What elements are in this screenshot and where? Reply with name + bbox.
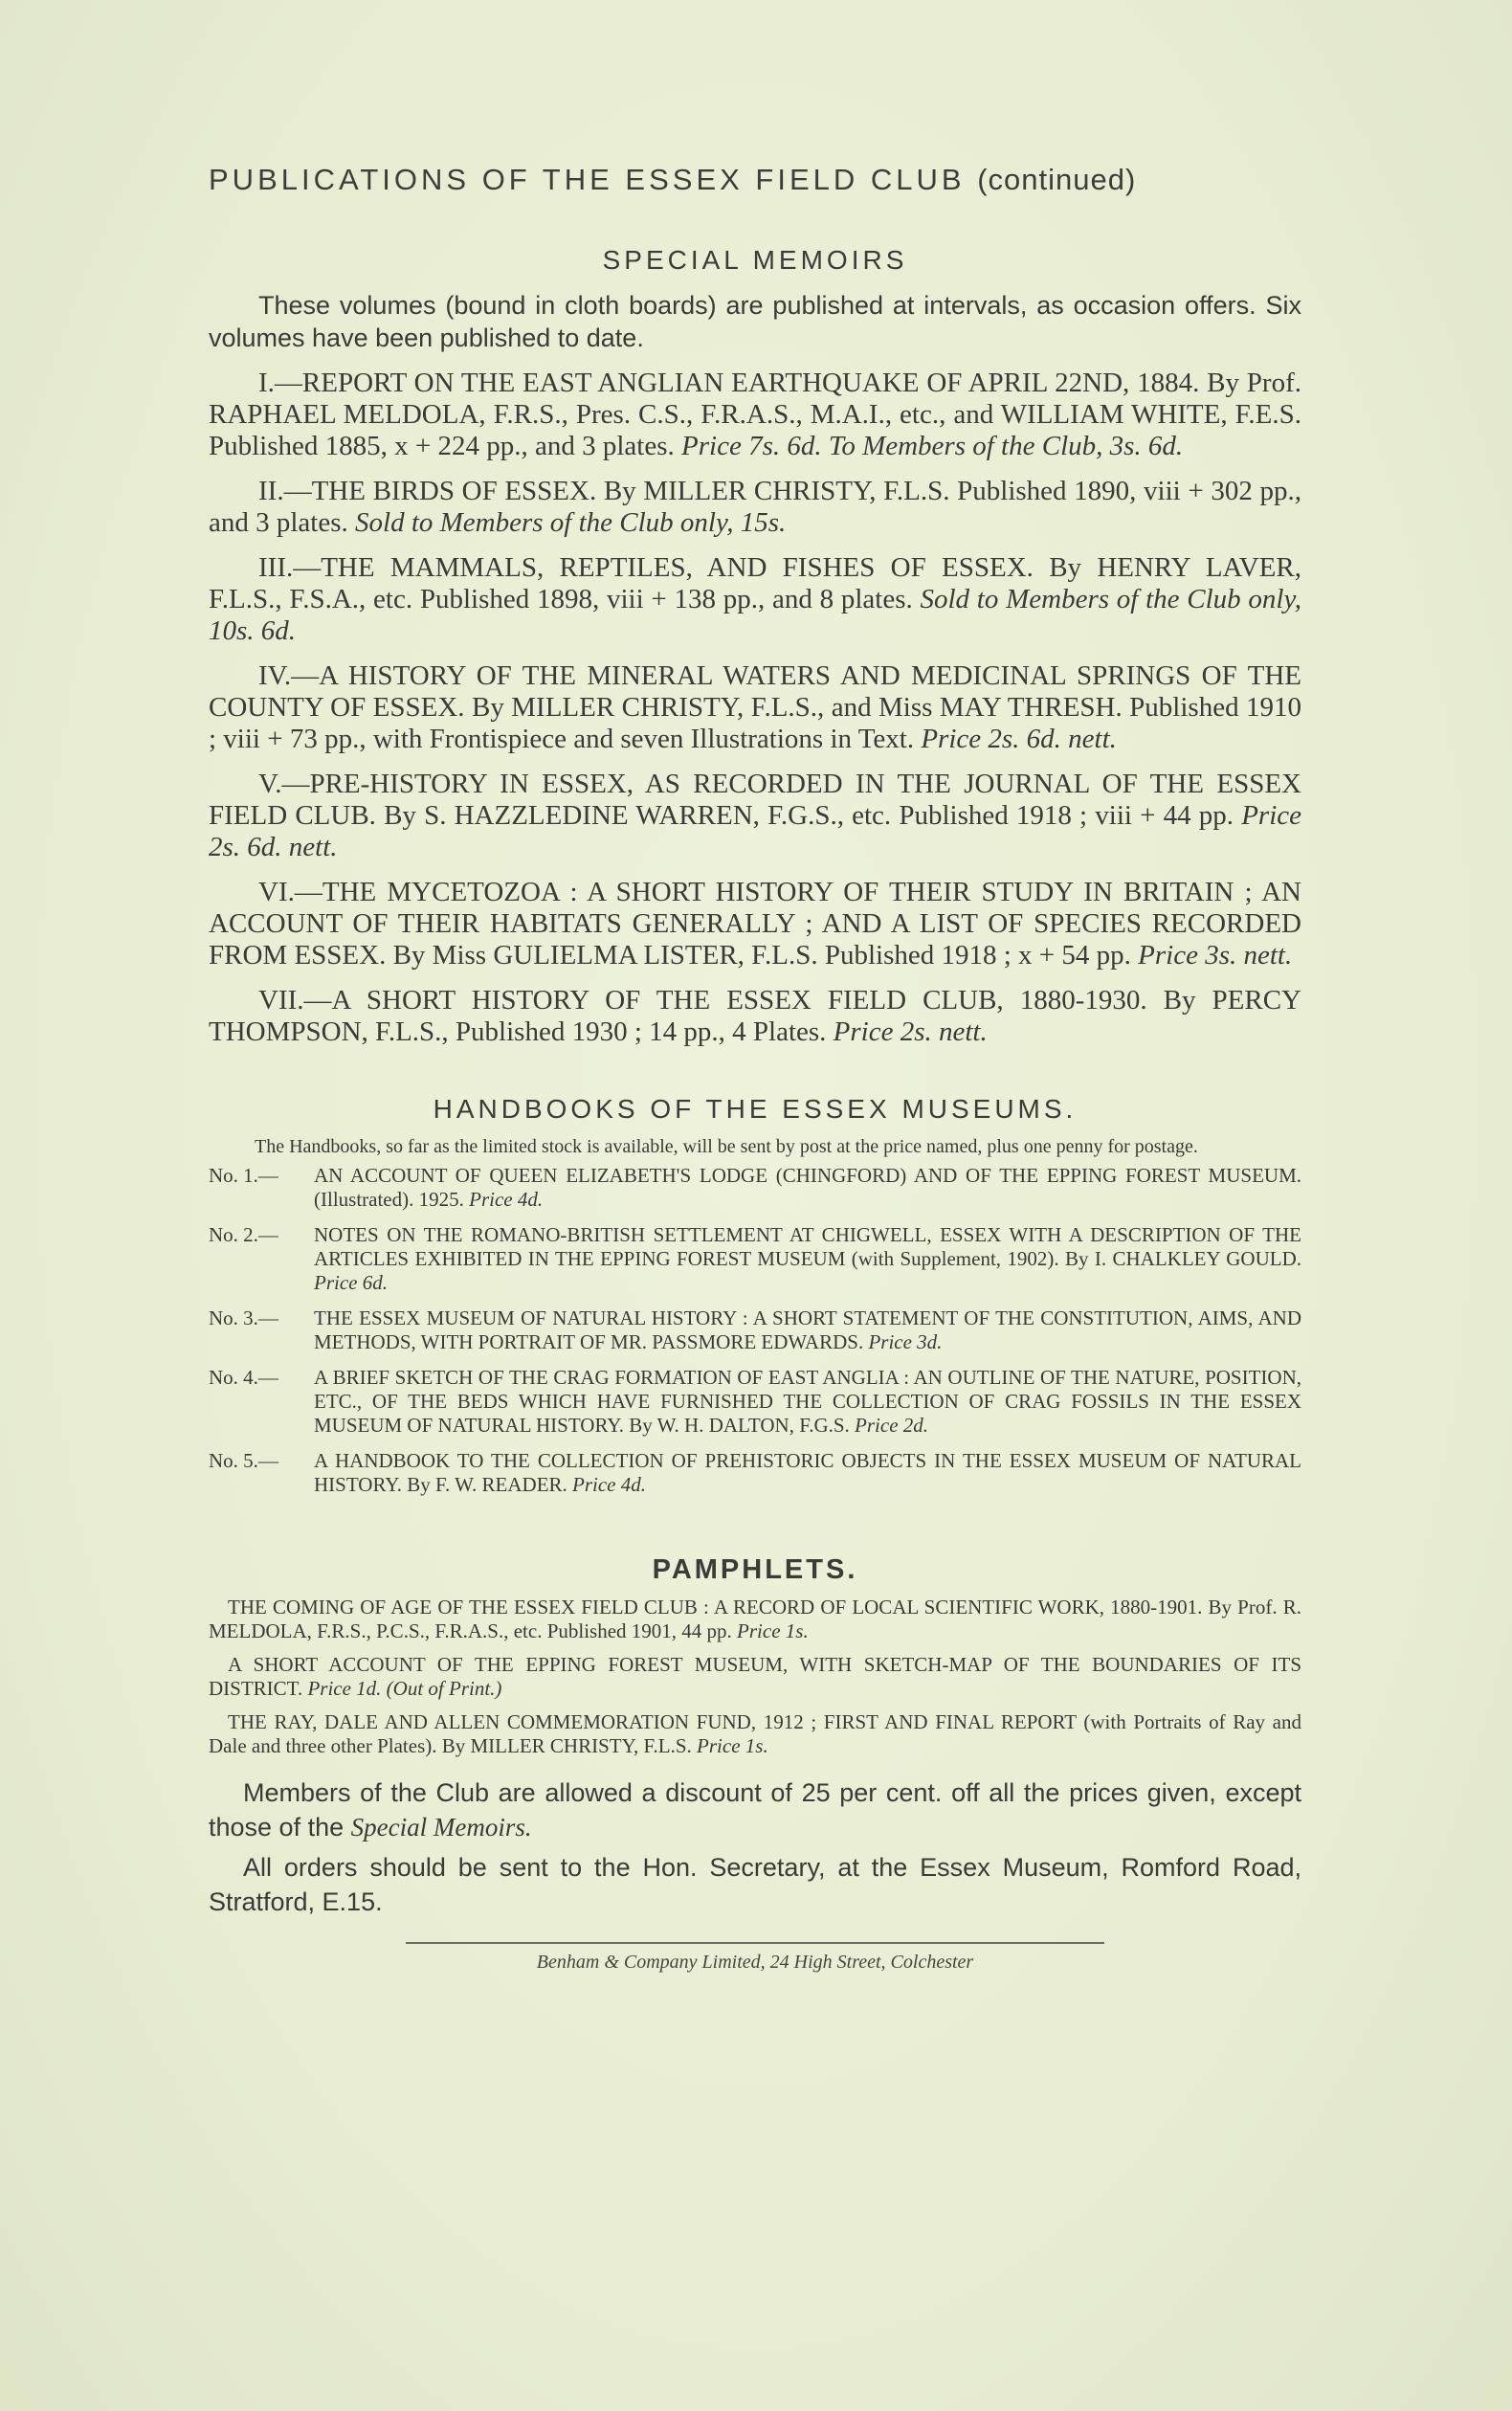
pamphlet-price: Price 1s. <box>697 1734 768 1757</box>
content-column <box>209 163 1301 1974</box>
pamphlet-price: Price 1s. <box>737 1619 809 1642</box>
header-continued: (continued) <box>977 163 1137 196</box>
memoir-price: Sold to Members of the Club only, 10s. 6d. <box>209 584 1301 646</box>
memoir-text: V.—PRE-HISTORY IN ESSEX, AS RECORDED IN THE JOURNAL OF THE ESSEX FIELD CLUB. By S. HAZZLEDINE WARREN, F.G.S., etc. Published 1918 ; viii + 44 pp. <box>209 769 1301 831</box>
memoir-price: Price 3s. nett. <box>1138 940 1293 971</box>
handbook-text: AN ACCOUNT OF QUEEN ELIZABETH'S LODGE (CHINGFORD) AND OF THE EPPING FOREST MUSEUM. (Illustrated). 1925. <box>314 1164 1301 1211</box>
handbook-text: A HANDBOOK TO THE COLLECTION OF PREHISTORIC OBJECTS IN THE ESSEX MUSEUM OF NATURAL HISTORY. By F. W. READER. <box>314 1449 1301 1496</box>
handbook-price: Price 4d. <box>572 1473 647 1496</box>
memoir-text: IV.—A HISTORY OF THE MINERAL WATERS AND MEDICINAL SPRINGS OF THE COUNTY OF ESSEX. By MILLER CHRISTY, F.L.S., and Miss MAY THRESH. Published 1910 ; viii + 73 pp., with Frontispiece and seven Illustrations in Text. <box>209 660 1301 754</box>
memoir-price: Price 7s. 6d. To Members of the Club, 3s. 6d. <box>681 431 1184 461</box>
pamphlets-title: PAMPHLETS. <box>652 1554 858 1585</box>
memoir-text: II.—THE BIRDS OF ESSEX. By MILLER CHRISTY, F.L.S. Published 1890, viii + 302 pp., and 3 plates. <box>209 476 1301 538</box>
special-memoirs-title: SPECIAL MEMOIRS <box>602 245 908 275</box>
handbook-entry-5 <box>209 1449 1301 1497</box>
header-title: PUBLICATIONS OF THE ESSEX FIELD CLUB <box>209 163 966 196</box>
memoir-price: Sold to Members of the Club only, 15s. <box>355 507 787 538</box>
pamphlet-entry-2 <box>209 1653 1301 1701</box>
handbook-entry-4 <box>209 1366 1301 1438</box>
memoir-price: Price 2s. nett. <box>833 1016 988 1047</box>
handbook-price: Price 2d. <box>855 1414 929 1437</box>
handbook-entry-3 <box>209 1306 1301 1354</box>
pamphlet-text: THE RAY, DALE AND ALLEN COMMEMORATION FUND, 1912 ; FIRST AND FINAL REPORT (with Portraits of Ray and Dale and three other Plates). By MILLER CHRISTY, F.L.S. <box>209 1710 1301 1757</box>
memoir-entry-6 <box>209 877 1301 971</box>
memoir-text: III.—THE MAMMALS, REPTILES, AND FISHES OF ESSEX. By HENRY LAVER, F.L.S., F.S.A., etc. Published 1898, viii + 138 pp., and 8 plates. <box>209 552 1301 614</box>
memoir-entry-2 <box>209 476 1301 539</box>
handbook-price: Price 4d. <box>469 1188 544 1211</box>
handbook-number: No. 3.— <box>209 1306 278 1329</box>
memoir-price: Price 2s. 6d. nett. <box>921 724 1117 754</box>
pamphlet-text: THE COMING OF AGE OF THE ESSEX FIELD CLUB : A RECORD OF LOCAL SCIENTIFIC WORK, 1880-1901. By Prof. R. MELDOLA, F.R.S., P.C.S., F.R.A.S., etc. Published 1901, 44 pp. <box>209 1596 1301 1642</box>
handbook-number: No. 4.— <box>209 1366 278 1389</box>
handbook-price: Price 3d. <box>868 1330 943 1353</box>
memoir-entry-4 <box>209 660 1301 755</box>
pamphlet-entry-3 <box>209 1710 1301 1758</box>
handbook-price: Price 6d. <box>314 1271 388 1294</box>
special-memoirs-intro: These volumes (bound in cloth boards) are published at intervals, as occasion offers. Six volumes have been published to date. <box>209 291 1301 352</box>
handbook-number: No. 2.— <box>209 1223 278 1246</box>
handbook-entry-1 <box>209 1164 1301 1212</box>
handbook-number: No. 5.— <box>209 1449 278 1472</box>
pamphlet-entry-1 <box>209 1596 1301 1643</box>
discount-italic: Special Memoirs. <box>350 1813 532 1842</box>
memoir-entry-3 <box>209 552 1301 647</box>
handbook-text: NOTES ON THE ROMANO-BRITISH SETTLEMENT AT CHIGWELL, ESSEX WITH A DESCRIPTION OF THE ARTICLES EXHIBITED IN THE EPPING FOREST MUSEUM (with Supplement, 1902). By I. CHALKLEY GOULD. <box>314 1223 1301 1270</box>
printer-imprint: Benham & Company Limited, 24 High Street, Colchester <box>536 1952 974 1973</box>
handbook-number: No. 1.— <box>209 1164 278 1187</box>
memoir-entry-1 <box>209 368 1301 462</box>
page-header <box>209 163 1301 197</box>
discount-note <box>209 1775 1301 1844</box>
footer-rule <box>406 1942 1104 1944</box>
memoir-entry-5 <box>209 769 1301 863</box>
pamphlet-text: A SHORT ACCOUNT OF THE EPPING FOREST MUSEUM, WITH SKETCH-MAP OF THE BOUNDARIES OF ITS DISTRICT. <box>209 1653 1301 1700</box>
memoir-text: VI.—THE MYCETOZOA : A SHORT HISTORY OF THEIR STUDY IN BRITAIN ; AN ACCOUNT OF THEIR HABITATS GENERALLY ; AND A LIST OF SPECIES RECORDED FROM ESSEX. By Miss GULIELMA LISTER, F.L.S. Published 1918 ; x + 54 pp. <box>209 877 1301 971</box>
orders-note: All orders should be sent to the Hon. Secretary, at the Essex Museum, Romford Road, Stratford, E.15. <box>209 1853 1301 1916</box>
discount-text: Members of the Club are allowed a discount of 25 per cent. off all the prices given, except those of the <box>209 1778 1301 1842</box>
memoir-text: VII.—A SHORT HISTORY OF THE ESSEX FIELD CLUB, 1880-1930. By PERCY THOMPSON, F.L.S., Published 1930 ; 14 pp., 4 Plates. <box>209 985 1301 1047</box>
handbooks-title: HANDBOOKS OF THE ESSEX MUSEUMS. <box>433 1094 1078 1124</box>
handbooks-intro: The Handbooks, so far as the limited stock is available, will be sent by post at the price named, plus one penny for postage. <box>255 1136 1198 1157</box>
handbook-text: A BRIEF SKETCH OF THE CRAG FORMATION OF EAST ANGLIA : AN OUTLINE OF THE NATURE, POSITION, ETC., OF THE BEDS WHICH HAVE FURNISHED THE COLLECTION OF CRAG FOSSILS IN THE ESSEX MUSEUM OF NATURAL HISTORY. By W. H. DALTON, F.G.S. <box>314 1366 1301 1437</box>
memoir-text: I.—REPORT ON THE EAST ANGLIAN EARTHQUAKE OF APRIL 22ND, 1884. By Prof. RAPHAEL MELDOLA, F.R.S., Pres. C.S., F.R.A.S., M.A.I., etc., and WILLIAM WHITE, F.E.S. Published 1885, x + 224 pp., and 3 plates. <box>209 368 1301 461</box>
memoir-price: Price 2s. 6d. nett. <box>209 800 1302 862</box>
handbook-entry-2 <box>209 1223 1301 1295</box>
memoir-entry-7 <box>209 985 1301 1048</box>
handbook-text: THE ESSEX MUSEUM OF NATURAL HISTORY : A SHORT STATEMENT OF THE CONSTITUTION, AIMS, AND METHODS, WITH PORTRAIT OF MR. PASSMORE EDWARDS. <box>314 1306 1301 1353</box>
pamphlet-price: Price 1d. (Out of Print.) <box>307 1677 502 1700</box>
